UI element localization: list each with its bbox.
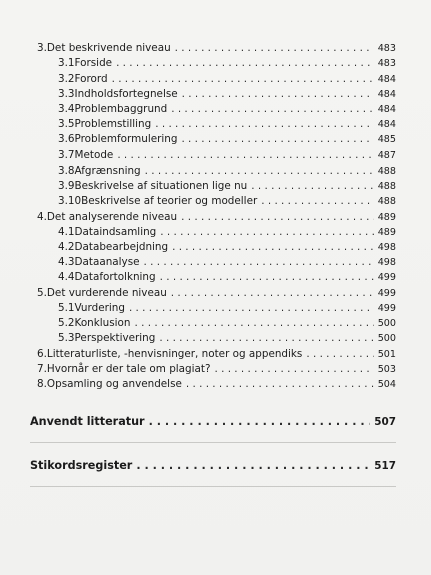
dot-leader xyxy=(261,194,373,208)
toc-number: 7. xyxy=(37,363,47,375)
toc-page-number: 500 xyxy=(377,318,396,329)
toc-title: Forord xyxy=(74,73,108,85)
dot-leader xyxy=(172,240,374,254)
toc-number: 3.1 xyxy=(58,57,75,69)
toc-entry-4-4 xyxy=(58,270,396,284)
toc-page-number: 489 xyxy=(377,212,396,223)
toc-page-number: 503 xyxy=(377,364,396,375)
toc-page-number: 489 xyxy=(377,227,396,238)
toc-title: Dataindsamling xyxy=(74,226,157,238)
dot-leader xyxy=(181,132,373,146)
dot-leader xyxy=(175,41,374,55)
toc-entry-3-1 xyxy=(58,56,396,70)
toc-title: Beskrivelse af teorier og modeller xyxy=(81,195,258,207)
toc-entry-3-5 xyxy=(58,117,396,131)
toc-page-number: 484 xyxy=(377,119,396,130)
toc-page-number: 487 xyxy=(377,150,396,161)
toc-number: 5. xyxy=(37,287,47,299)
toc-title: Forside xyxy=(74,57,113,69)
toc-entry-5-3 xyxy=(58,331,396,345)
toc-entry-5-2 xyxy=(58,316,396,330)
toc-number: 3.9 xyxy=(58,180,75,192)
toc-page-number: 498 xyxy=(377,257,396,268)
section-divider xyxy=(30,442,396,443)
dot-leader xyxy=(186,377,374,391)
toc-page-number: 484 xyxy=(377,104,396,115)
toc-number: 3.3 xyxy=(58,88,75,100)
toc-number: 5.3 xyxy=(58,332,75,344)
toc-title: Problemformulering xyxy=(74,133,178,145)
dot-leader xyxy=(149,414,371,430)
toc-entry-3-3 xyxy=(58,87,396,101)
toc-title: Indholdsfortegnelse xyxy=(74,88,178,100)
toc-title: Databearbejdning xyxy=(74,241,169,253)
toc-entry-3-7 xyxy=(58,148,396,162)
toc-page-number: 499 xyxy=(377,288,396,299)
toc-title: Det beskrivende niveau xyxy=(46,42,171,54)
toc-title: Vurdering xyxy=(74,302,125,314)
dot-leader xyxy=(306,347,373,361)
toc-page-number: 483 xyxy=(377,58,396,69)
toc-number: 3.10 xyxy=(58,195,82,207)
toc-number: 4. xyxy=(37,211,47,223)
toc-page-number: 501 xyxy=(377,349,396,360)
toc-number: 3.5 xyxy=(58,118,75,130)
toc-page-number: 500 xyxy=(377,333,396,344)
toc-page-number: 507 xyxy=(374,416,396,428)
toc-page-number: 488 xyxy=(377,196,396,207)
dot-leader xyxy=(181,210,374,224)
dot-leader xyxy=(160,270,374,284)
toc-number: 5.2 xyxy=(58,317,75,329)
toc-entry-5-1 xyxy=(58,301,396,315)
dot-leader xyxy=(155,117,373,131)
dot-leader xyxy=(251,179,373,193)
toc-entry-4-2 xyxy=(58,240,396,254)
toc-page-number: 484 xyxy=(377,74,396,85)
toc-number: 4.3 xyxy=(58,256,75,268)
toc-entry-3-2 xyxy=(58,72,396,86)
toc-number: 4.2 xyxy=(58,241,75,253)
toc-title: Datafortolkning xyxy=(74,271,156,283)
dot-leader xyxy=(159,331,373,345)
toc-number: 5.1 xyxy=(58,302,75,314)
toc-title: Stikordsregister xyxy=(30,459,133,472)
toc-page-number: 483 xyxy=(377,43,396,54)
toc-number: 8. xyxy=(37,378,47,390)
dot-leader xyxy=(112,72,374,86)
toc-entry-7 xyxy=(37,362,396,376)
toc-entry-3-8 xyxy=(58,164,396,178)
toc-page-number: 499 xyxy=(377,303,396,314)
toc-entry-8 xyxy=(37,377,396,391)
dot-leader xyxy=(144,255,374,269)
toc-entry-4-3 xyxy=(58,255,396,269)
toc-title: Problembaggrund xyxy=(74,103,168,115)
toc-number: 3.6 xyxy=(58,133,75,145)
toc-page-number: 504 xyxy=(377,379,396,390)
dot-leader xyxy=(135,316,374,330)
toc-entry-3-10 xyxy=(58,194,396,208)
toc-page-number: 499 xyxy=(377,272,396,283)
toc-page-number: 498 xyxy=(377,242,396,253)
toc-title: Beskrivelse af situationen lige nu xyxy=(74,180,248,192)
toc-title: Problemstilling xyxy=(74,118,152,130)
section-divider xyxy=(30,486,396,487)
dot-leader xyxy=(117,148,373,162)
dot-leader xyxy=(145,164,374,178)
toc-entry-6 xyxy=(37,347,396,361)
toc-title: Litteraturliste, -henvisninger, noter og appendiks xyxy=(46,348,303,360)
toc-number: 3.2 xyxy=(58,73,75,85)
toc-number: 3.4 xyxy=(58,103,75,115)
toc-title: Hvornår er der tale om plagiat? xyxy=(46,363,211,375)
toc-title: Afgrænsning xyxy=(74,165,141,177)
toc-title: Konklusion xyxy=(74,317,131,329)
toc-entry-3-9 xyxy=(58,179,396,193)
toc-page-number: 485 xyxy=(377,134,396,145)
toc-title: Opsamling og anvendelse xyxy=(46,378,182,390)
dot-leader xyxy=(136,458,370,474)
dot-leader xyxy=(182,87,374,101)
toc-entry-4-1 xyxy=(58,225,396,239)
toc-title: Dataanalyse xyxy=(74,256,140,268)
toc-entry-5 xyxy=(37,286,396,300)
toc-entry-3-6 xyxy=(58,132,396,146)
toc-number: 3.7 xyxy=(58,149,75,161)
toc-number: 6. xyxy=(37,348,47,360)
dot-leader xyxy=(160,225,373,239)
toc-number: 3. xyxy=(37,42,47,54)
toc-title: Anvendt litteratur xyxy=(30,415,145,428)
toc-number: 4.4 xyxy=(58,271,75,283)
toc-title: Metode xyxy=(74,149,114,161)
dot-leader xyxy=(171,286,374,300)
dot-leader xyxy=(171,102,373,116)
toc-entry-3-4 xyxy=(58,102,396,116)
toc-entry-3 xyxy=(37,41,396,55)
toc-number: 4.1 xyxy=(58,226,75,238)
toc-page-number: 517 xyxy=(374,460,396,472)
toc-title: Perspektivering xyxy=(74,332,156,344)
dot-leader xyxy=(214,362,373,376)
toc-page-number: 488 xyxy=(377,166,396,177)
toc-page-number: 484 xyxy=(377,89,396,100)
dot-leader xyxy=(116,56,374,70)
toc-entry-4 xyxy=(37,210,396,224)
dot-leader xyxy=(129,301,374,315)
toc-section-anvendt-litteratur xyxy=(30,414,396,430)
toc-title: Det analyserende niveau xyxy=(46,211,178,223)
toc-section-stikordsregister xyxy=(30,458,396,474)
toc-number: 3.8 xyxy=(58,165,75,177)
toc-page-number: 488 xyxy=(377,181,396,192)
toc-title: Det vurderende niveau xyxy=(46,287,167,299)
